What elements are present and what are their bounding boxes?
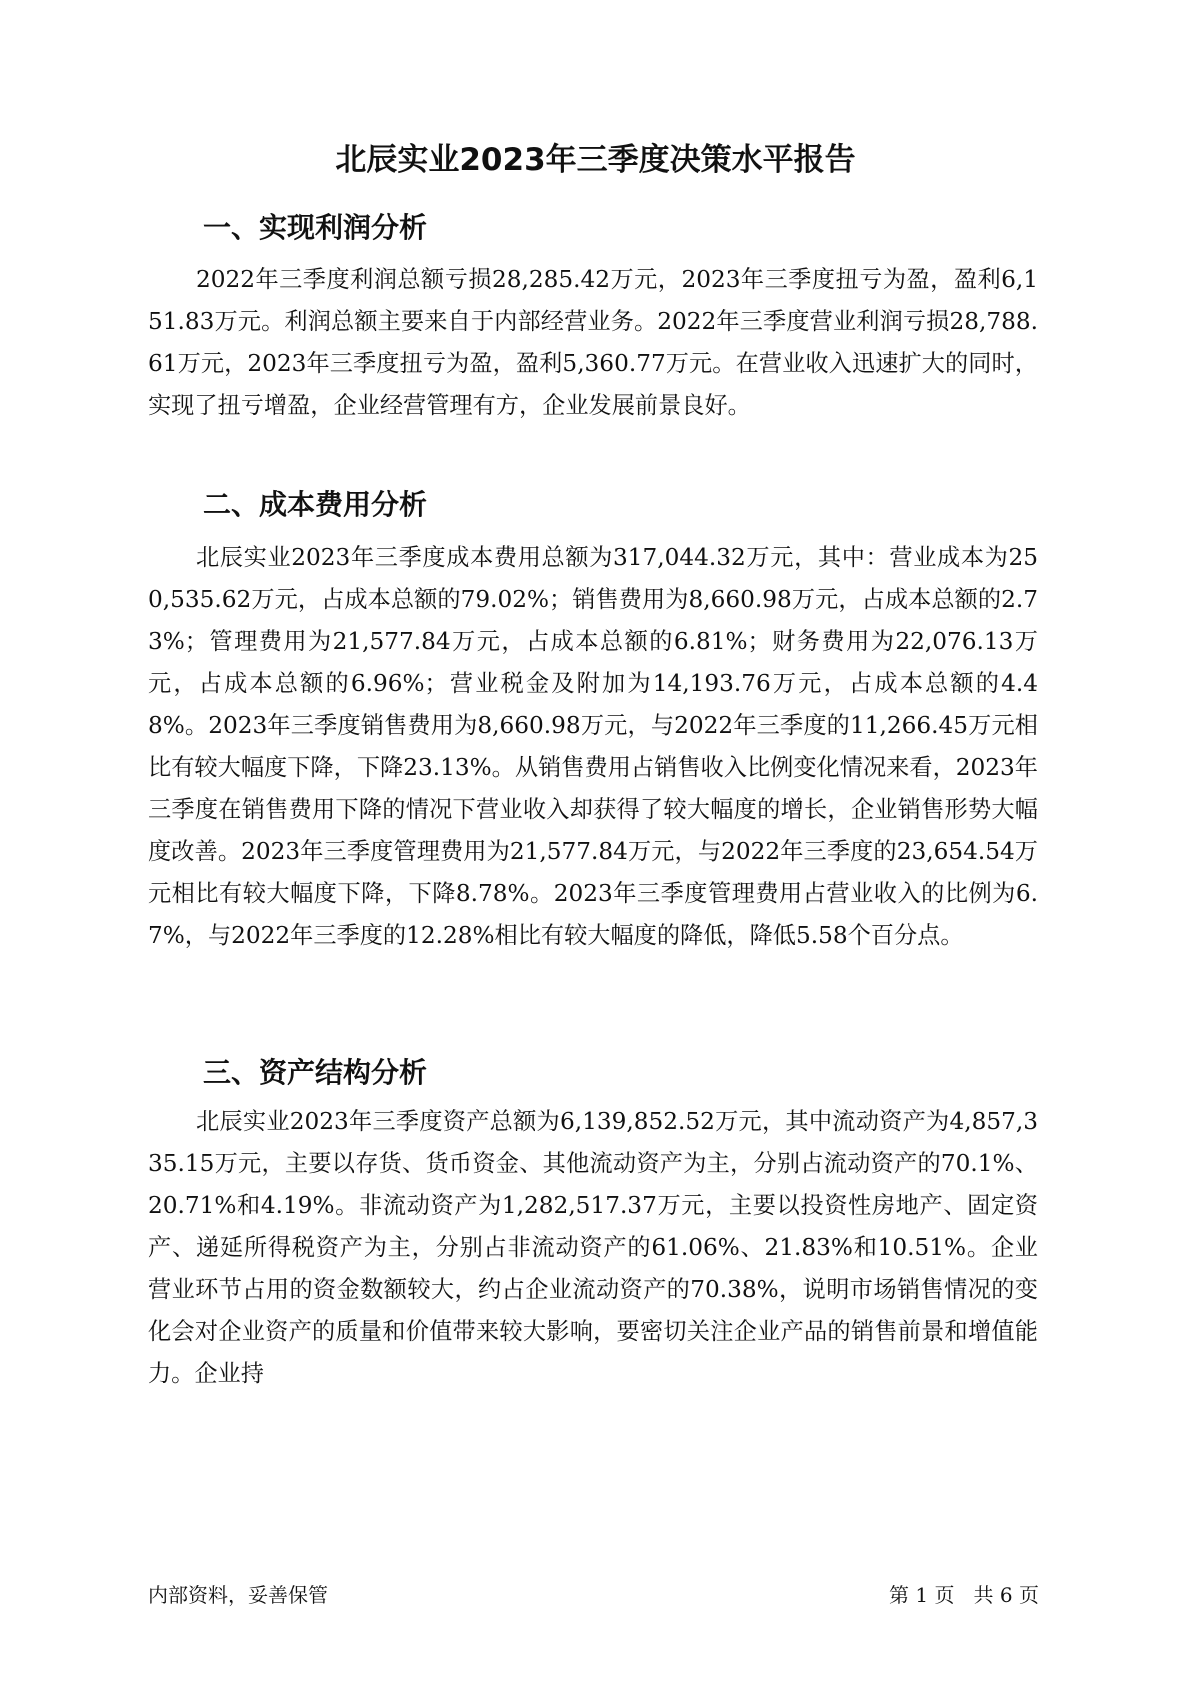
section-heading-assets: 三、资产结构分析 <box>203 1056 428 1089</box>
document-title: 北辰实业2023年三季度决策水平报告 <box>335 142 856 178</box>
section-heading-profit: 一、实现利润分析 <box>203 211 428 244</box>
section-paragraph-cost: 北辰实业2023年三季度成本费用总额为317,044.32万元，其中：营业成本为250,535.62万元，占成本总额的79.02%；销售费用为8,660.98万元，占成本总额的2.73%；管理费用为21,577.84万元，占成本总额的6.81%；财务费用为22,076.13万元，占成本总额的6.96%；营业税金及附加为14,193.76万元，占成本总额的4.48%。2023年三季度销售费用为8,660.98万元，与2022年三季度的11,266.45万元相比有较大幅度下降，下降23.13%。从销售费用占销售收入比例变化情况来看，2023年三季度在销售费用下降的情况下营业收入却获得了较大幅度的增长，企业销售形势大幅度改善。2023年三季度管理费用为21,577.84万元，与2022年三季度的23,654.54万元相比有较大幅度下降，下降8.78%。2023年三季度管理费用占营业收入的比例为6.7%，与2022年三季度的12.28%相比有较大幅度的降低，降低5.58个百分点。 <box>148 544 1038 949</box>
footer-confidential-note: 内部资料，妥善保管 <box>148 1583 328 1607</box>
section-heading-cost: 二、成本费用分析 <box>203 488 428 521</box>
footer-page-number: 第 1 页 共 6 页 <box>889 1583 1039 1607</box>
section-paragraph-assets: 北辰实业2023年三季度资产总额为6,139,852.52万元，其中流动资产为4,857,335.15万元，主要以存货、货币资金、其他流动资产为主，分别占流动资产的70.1%、20.71%和4.19%。非流动资产为1,282,517.37万元，主要以投资性房地产、固定资产、递延所得税资产为主，分别占非流动资产的61.06%、21.83%和10.51%。企业营业环节占用的资金数额较大，约占企业流动资产的70.38%，说明市场销售情况的变化会对企业资产的质量和价值带来较大影响，要密切关注企业产品的销售前景和增值能力。企业持 <box>148 1108 1038 1387</box>
section-paragraph-profit: 2022年三季度利润总额亏损28,285.42万元，2023年三季度扭亏为盈，盈利6,151.83万元。利润总额主要来自于内部经营业务。2022年三季度营业利润亏损28,788.61万元，2023年三季度扭亏为盈，盈利5,360.77万元。在营业收入迅速扩大的同时，实现了扭亏增盈，企业经营管理有方，企业发展前景良好。 <box>148 266 1038 419</box>
